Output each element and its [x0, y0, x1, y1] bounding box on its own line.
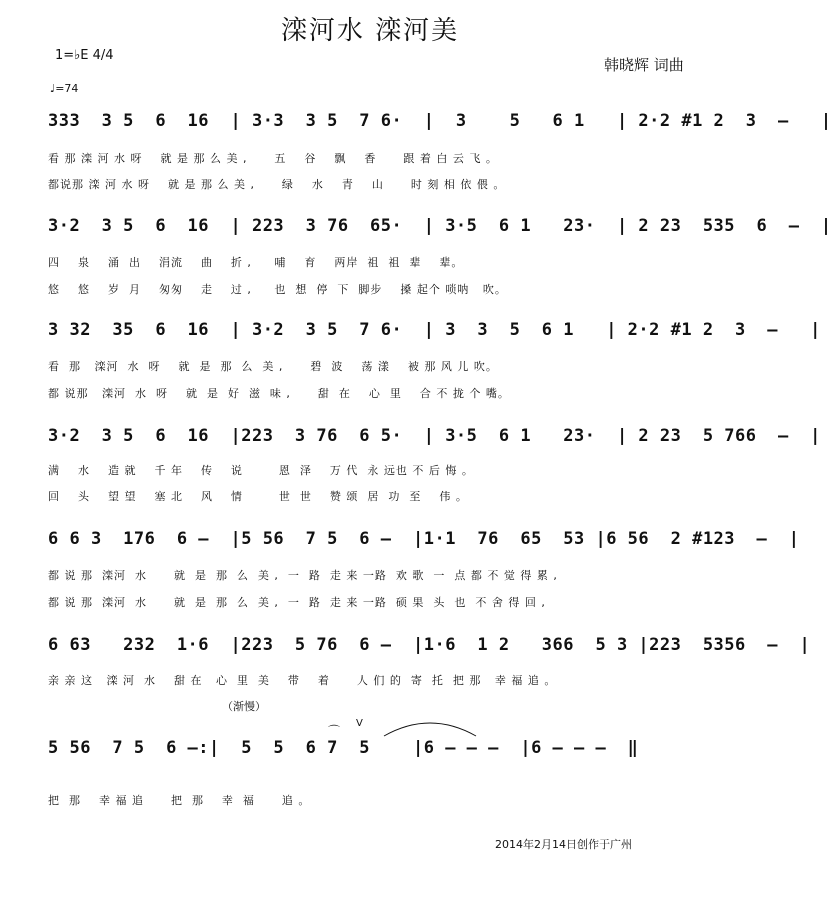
fermata-mark: ⌒ [328, 724, 341, 738]
lyric-line-2a: 四 泉 涌 出 涓流 曲 折 , 哺 育 两岸 祖 祖 辈 辈。 [48, 256, 464, 269]
notation-line-1: 333 3 5 6 16 | 3·3 3 5 7 6· | 3 5 6 1 | 2·2 #1 2 3 – | [48, 111, 832, 131]
lyric-line-1b: 都说那 滦 河 水 呀 就 是 那 么 美 , 绿 水 青 山 时 刻 相 依 偎 。 [48, 178, 506, 191]
breath-mark: V [356, 718, 363, 729]
lyric-line-4b: 回 头 望 望 塞 北 风 情 世 世 赞 颂 居 功 至 伟 。 [48, 490, 468, 503]
ritardando-marking: （渐慢） [222, 700, 266, 713]
final-tie [380, 716, 480, 740]
song-title: 滦河水 滦河美 [280, 16, 460, 46]
lyric-line-3a: 看 那 滦河 水 呀 就 是 那 么 美 , 碧 波 荡 漾 被 那 风 儿 吹。 [48, 360, 498, 373]
lyric-line-7a: 把 那 幸 福 追 把 那 幸 福 追 。 [48, 794, 311, 807]
composer-credit: 韩晓辉 词曲 [604, 56, 684, 74]
lyric-line-5b: 都 说 那 滦河 水 就 是 那 么 美 , 一 路 走 来 一路 硕 果 头 也 不 舍 得 回 , [48, 596, 546, 609]
footer-note: 2014年2月14日创作于广州 [495, 838, 632, 851]
notation-line-5: 6 6 3 176 6 – |5 56 7 5 6 – |1·1 76 65 53 |6 56 2 #123 – | [48, 529, 800, 549]
lyric-line-6a: 亲 亲 这 滦 河 水 甜 在 心 里 美 带 着 人 们 的 寄 托 把 那 幸 福 追 。 [48, 674, 557, 687]
lyric-line-1a: 看 那 滦 河 水 呀 就 是 那 么 美 , 五 谷 飘 香 跟 着 白 云 飞 。 [48, 152, 498, 165]
notation-line-6: 6 63 232 1·6 |223 5 76 6 – |1·6 1 2 366 5 3 |223 5356 – | [48, 635, 811, 655]
tempo-marking: ♩=74 [50, 82, 79, 95]
lyric-line-4a: 满 水 造 就 千 年 传 说 恩 泽 万 代 永 远也 不 后 悔 。 [48, 464, 474, 477]
notation-line-7: 5 56 7 5 6 –:| 5 5 6 7 5 |6 – – – |6 – – – ‖ [48, 738, 639, 758]
lyric-line-3b: 都 说那 滦河 水 呀 就 是 好 滋 味 , 甜 在 心 里 合 不 拢 个 嘴。 [48, 387, 510, 400]
notation-line-4: 3·2 3 5 6 16 |223 3 76 6 5· | 3·5 6 1 23· | 2 23 5 766 – | [48, 426, 821, 446]
key-signature: 1=♭E 4/4 [55, 48, 114, 63]
notation-line-2: 3·2 3 5 6 16 | 223 3 76 65· | 3·5 6 1 23· | 2 23 535 6 – | [48, 216, 832, 236]
notation-line-3: 3 32 35 6 16 | 3·2 3 5 7 6· | 3 3 5 6 1 | 2·2 #1 2 3 – | [48, 320, 821, 340]
lyric-line-5a: 都 说 那 滦河 水 就 是 那 么 美 , 一 路 走 来 一路 欢 歌 一 点 都 不 觉 得 累 , [48, 569, 558, 582]
lyric-line-2b: 悠 悠 岁 月 匆匆 走 过 , 也 想 停 下 脚步 搡 起个 唢呐 吹。 [48, 283, 507, 296]
